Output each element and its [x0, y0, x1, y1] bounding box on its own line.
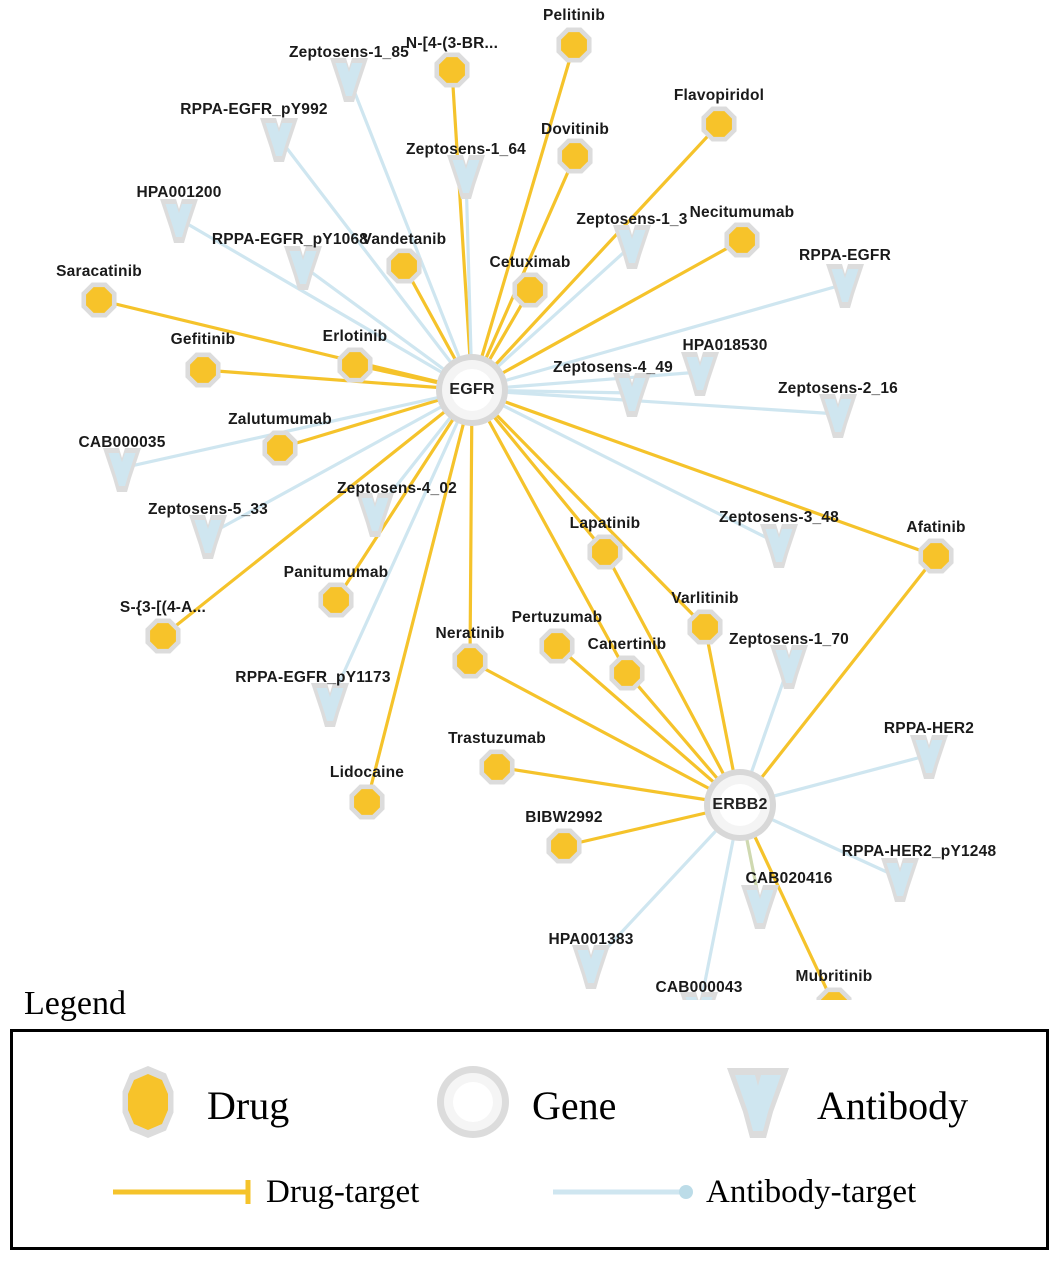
antibody-label: HPA001200	[136, 184, 222, 201]
antibody-label: Zeptosens-1_70	[729, 631, 849, 648]
antibody-label: Zeptosens-4_49	[553, 359, 673, 376]
antibody-node[interactable]	[826, 264, 864, 308]
drug-shape	[692, 614, 718, 640]
legend-label-antibody: Antibody	[817, 1082, 969, 1128]
antibody-label: Zeptosens-5_33	[148, 501, 268, 518]
drug-node[interactable]	[539, 628, 574, 663]
drug-shape	[86, 287, 112, 313]
drug-label: Vandetanib	[361, 231, 447, 248]
legend-box	[10, 1029, 1049, 1250]
antibody-target-edge-icon	[548, 1172, 698, 1212]
antibody-label: Zeptosens-1_85	[289, 44, 409, 61]
drug-node[interactable]	[479, 749, 514, 784]
drug-node[interactable]	[452, 643, 487, 678]
drug-label: Erlotinib	[322, 328, 388, 345]
legend-item-drug	[103, 1060, 289, 1150]
drug-label: Neratinib	[435, 625, 505, 642]
drug-node[interactable]	[918, 538, 953, 573]
drug-shape	[923, 543, 949, 569]
drug-shape	[517, 277, 543, 303]
antibody-label: RPPA-EGFR_pY1173	[235, 669, 391, 686]
antibody-label: HPA001383	[548, 931, 634, 948]
drug-shape	[562, 143, 588, 169]
antibody-label: RPPA-HER2_pY1248	[841, 843, 997, 860]
drug-node[interactable]	[262, 430, 297, 465]
edge	[470, 390, 472, 661]
antibody-label: Zeptosens-1_3	[576, 211, 688, 228]
drug-label: Pertuzumab	[511, 609, 603, 626]
antibody-label: RPPA-HER2	[883, 720, 975, 737]
drug-node[interactable]	[701, 106, 736, 141]
drug-label: Pelitinib	[542, 7, 606, 24]
drug-label: Necitumumab	[689, 204, 795, 221]
drug-node[interactable]	[724, 222, 759, 257]
antibody-label: CAB000043	[655, 979, 743, 996]
antibody-node[interactable]	[760, 524, 798, 568]
drug-shape	[544, 633, 570, 659]
drug-shape	[439, 57, 465, 83]
legend-label-drug: Drug	[207, 1082, 290, 1128]
drug-label: Zalutumumab	[228, 411, 332, 428]
legend-edge-antibody-target	[548, 1172, 916, 1212]
drug-shape	[706, 111, 732, 137]
antibody-node[interactable]	[330, 58, 368, 102]
drug-label: Trastuzumab	[448, 730, 546, 747]
drug-label: Cetuximab	[489, 254, 571, 271]
antibody-node[interactable]	[613, 225, 651, 269]
antibody-node[interactable]	[311, 683, 349, 727]
drug-node[interactable]	[512, 272, 547, 307]
drug-label: Dovitinib	[540, 121, 610, 138]
drug-shape	[323, 587, 349, 613]
drug-shape	[551, 833, 577, 859]
legend-edge-drug-target	[108, 1172, 419, 1212]
antibody-node[interactable]	[356, 493, 394, 537]
drug-shape	[391, 253, 417, 279]
antibody-label: Zeptosens-2_16	[778, 380, 898, 397]
antibody-label: CAB020416	[745, 870, 833, 887]
drug-label: Lidocaine	[329, 764, 405, 781]
drug-node[interactable]	[557, 138, 592, 173]
drug-shape	[267, 435, 293, 461]
legend-label-antibody-target: Antibody-target	[706, 1173, 917, 1210]
drug-node[interactable]	[386, 248, 421, 283]
drug-shape	[457, 648, 483, 674]
drug-node[interactable]	[337, 347, 372, 382]
drug-node[interactable]	[687, 609, 722, 644]
edge	[740, 556, 936, 805]
drug-shape	[614, 660, 640, 686]
antibody-node[interactable]	[613, 373, 651, 417]
drug-node[interactable]	[185, 352, 220, 387]
drug-node[interactable]	[609, 655, 644, 690]
antibody-label: RPPA-EGFR_pY1068	[211, 231, 369, 248]
drug-label: Mubritinib	[795, 968, 873, 985]
drug-shape	[354, 789, 380, 815]
drug-node[interactable]	[556, 27, 591, 62]
drug-label: Afatinib	[906, 519, 966, 536]
antibody-label: CAB000035	[78, 434, 166, 451]
drug-label: Lapatinib	[569, 515, 641, 532]
legend-item-antibody	[713, 1060, 968, 1150]
edge	[330, 390, 472, 703]
drug-node[interactable]	[434, 52, 469, 87]
drug-label: Canertinib	[587, 636, 667, 653]
drug-label: BIBW2992	[525, 809, 603, 826]
antibody-label: Zeptosens-3_48	[719, 509, 839, 526]
drug-node[interactable]	[349, 784, 384, 819]
drug-shape	[561, 32, 587, 58]
gene-icon	[428, 1060, 518, 1150]
edge	[472, 390, 705, 627]
antibody-label: HPA018530	[682, 337, 768, 354]
drug-shape	[729, 227, 755, 253]
drug-target-edge-icon	[108, 1172, 258, 1212]
drug-shape	[150, 623, 176, 649]
antibody-label: RPPA-EGFR	[799, 247, 891, 264]
legend-title: Legend	[24, 985, 126, 1022]
drug-label: Gefitinib	[170, 331, 236, 348]
legend-item-gene	[428, 1060, 616, 1150]
drug-shape	[592, 539, 618, 565]
drug-label: Varlitinib	[671, 590, 739, 607]
antibody-node[interactable]	[572, 945, 610, 989]
antibody-node[interactable]	[741, 885, 779, 929]
drug-icon	[103, 1060, 193, 1150]
drug-shape	[190, 357, 216, 383]
gene-label: EGFR	[449, 381, 495, 398]
legend-label-drug-target: Drug-target	[266, 1173, 420, 1210]
drug-label: Saracatinib	[56, 263, 142, 280]
antibody-icon	[713, 1060, 803, 1150]
drug-node[interactable]	[546, 828, 581, 863]
antibody-node[interactable]	[447, 155, 485, 199]
gene-label: ERBB2	[712, 796, 768, 813]
antibody-node[interactable]	[189, 515, 227, 559]
antibody-node[interactable]	[881, 858, 919, 902]
antibody-label: Zeptosens-4_02	[337, 480, 457, 497]
edge	[472, 45, 574, 390]
antibody-label: RPPA-EGFR_pY992	[180, 101, 328, 118]
antibody-node[interactable]	[160, 199, 198, 243]
antibody-node[interactable]	[103, 448, 141, 492]
drug-label: Panitumumab	[283, 564, 389, 581]
drug-node[interactable]	[81, 282, 116, 317]
legend	[0, 985, 1059, 1250]
legend-label-gene: Gene	[532, 1082, 617, 1128]
drug-shape	[484, 754, 510, 780]
drug-shape	[342, 352, 368, 378]
antibody-node[interactable]	[819, 394, 857, 438]
drug-label: N-[4-(3-BR...	[405, 35, 499, 52]
drug-node[interactable]	[145, 618, 180, 653]
antibody-label: Zeptosens-1_64	[406, 141, 526, 158]
drug-label: S-{3-[(4-A...	[119, 599, 207, 616]
antibody-node[interactable]	[770, 645, 808, 689]
drug-node[interactable]	[318, 582, 353, 617]
drug-node[interactable]	[587, 534, 622, 569]
drug-label: Flavopiridol	[673, 87, 765, 104]
